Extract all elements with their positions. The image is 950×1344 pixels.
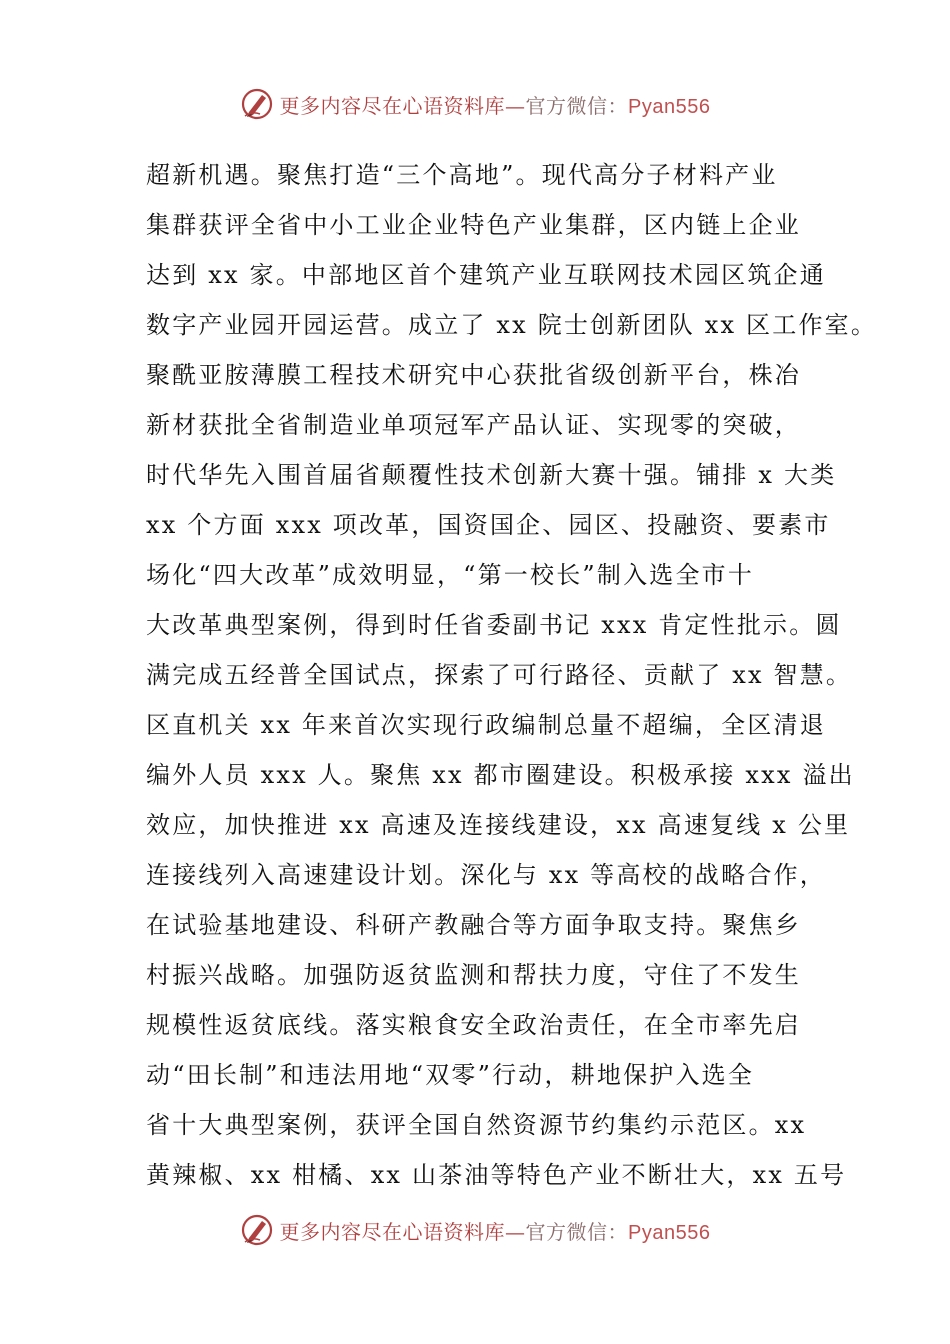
body-line: 村振兴战略。加强防返贫监测和帮扶力度，守住了不发生 — [146, 961, 801, 989]
header-watermark — [0, 84, 950, 124]
body-line: 动“田长制”和违法用地“双零”行动，耕地保护入选全 — [146, 1061, 755, 1089]
body-line: 聚酰亚胺薄膜工程技术研究中心获批省级创新平台，株冶 — [146, 361, 801, 389]
header-wechat-label: 官方微信： — [525, 93, 629, 118]
body-line: 编外人员 xxx 人。聚焦 xx 都市圈建设。积极承接 xxx 溢出 — [146, 761, 855, 789]
body-line: 区直机关 xx 年来首次实现行政编制总量不超编，全区清退 — [146, 711, 826, 739]
body-line: 达到 xx 家。中部地区首个建筑产业互联网技术园区筑企通 — [146, 261, 826, 289]
footer-watermark — [0, 1210, 950, 1250]
body-line: 新材获批全省制造业单项冠军产品认证、实现零的突破， — [146, 411, 801, 439]
footer-wechat-label: 官方微信： — [525, 1219, 629, 1244]
body-line: 满完成五经普全国试点，探索了可行路径、贡献了 xx 智慧。 — [146, 661, 853, 689]
pen-logo-icon — [240, 87, 274, 121]
body-line: 时代华先入围首届省颠覆性技术创新大赛十强。铺排 x 大类 — [146, 461, 837, 489]
body-line: 连接线列入高速建设计划。深化与 xx 等高校的战略合作， — [146, 861, 826, 889]
body-line: 效应，加快推进 xx 高速及连接线建设，xx 高速复线 x 公里 — [146, 811, 851, 839]
pen-logo-icon — [240, 1213, 274, 1247]
body-line: 在试验基地建设、科研产教融合等方面争取支持。聚焦乡 — [146, 911, 801, 939]
footer-separator: — — [505, 1219, 526, 1244]
header-watermark-text — [280, 90, 711, 119]
body-line: 集群获评全省中小工业企业特色产业集群，区内链上企业 — [146, 211, 801, 239]
header-handle: Pyan556 — [628, 95, 711, 118]
footer-site-text: 更多内容尽在心语资料库 — [279, 1219, 506, 1244]
body-line: 省十大典型案例，获评全国自然资源节约集约示范区。xx — [146, 1111, 807, 1139]
header-separator: — — [505, 93, 526, 118]
body-line: 规模性返贫底线。落实粮食安全政治责任，在全市率先启 — [146, 1011, 801, 1039]
document-body — [146, 150, 878, 1200]
body-line: 黄辣椒、xx 柑橘、xx 山茶油等特色产业不断壮大，xx 五号 — [146, 1161, 847, 1189]
body-line: 大改革典型案例，得到时任省委副书记 xxx 肯定性批示。圆 — [146, 611, 842, 639]
body-line: xx 个方面 xxx 项改革，国资国企、园区、投融资、要素市 — [146, 511, 831, 539]
footer-watermark-text — [280, 1216, 711, 1245]
body-line: 超新机遇。聚焦打造“三个高地”。现代高分子材料产业 — [146, 161, 778, 189]
body-line: 场化“四大改革”成效明显，“第一校长”制入选全市十 — [146, 561, 755, 589]
footer-handle: Pyan556 — [628, 1221, 711, 1244]
body-line: 数字产业园开园运营。成立了 xx 院士创新团队 xx 区工作室。 — [146, 311, 878, 339]
header-site-text: 更多内容尽在心语资料库 — [279, 93, 506, 118]
